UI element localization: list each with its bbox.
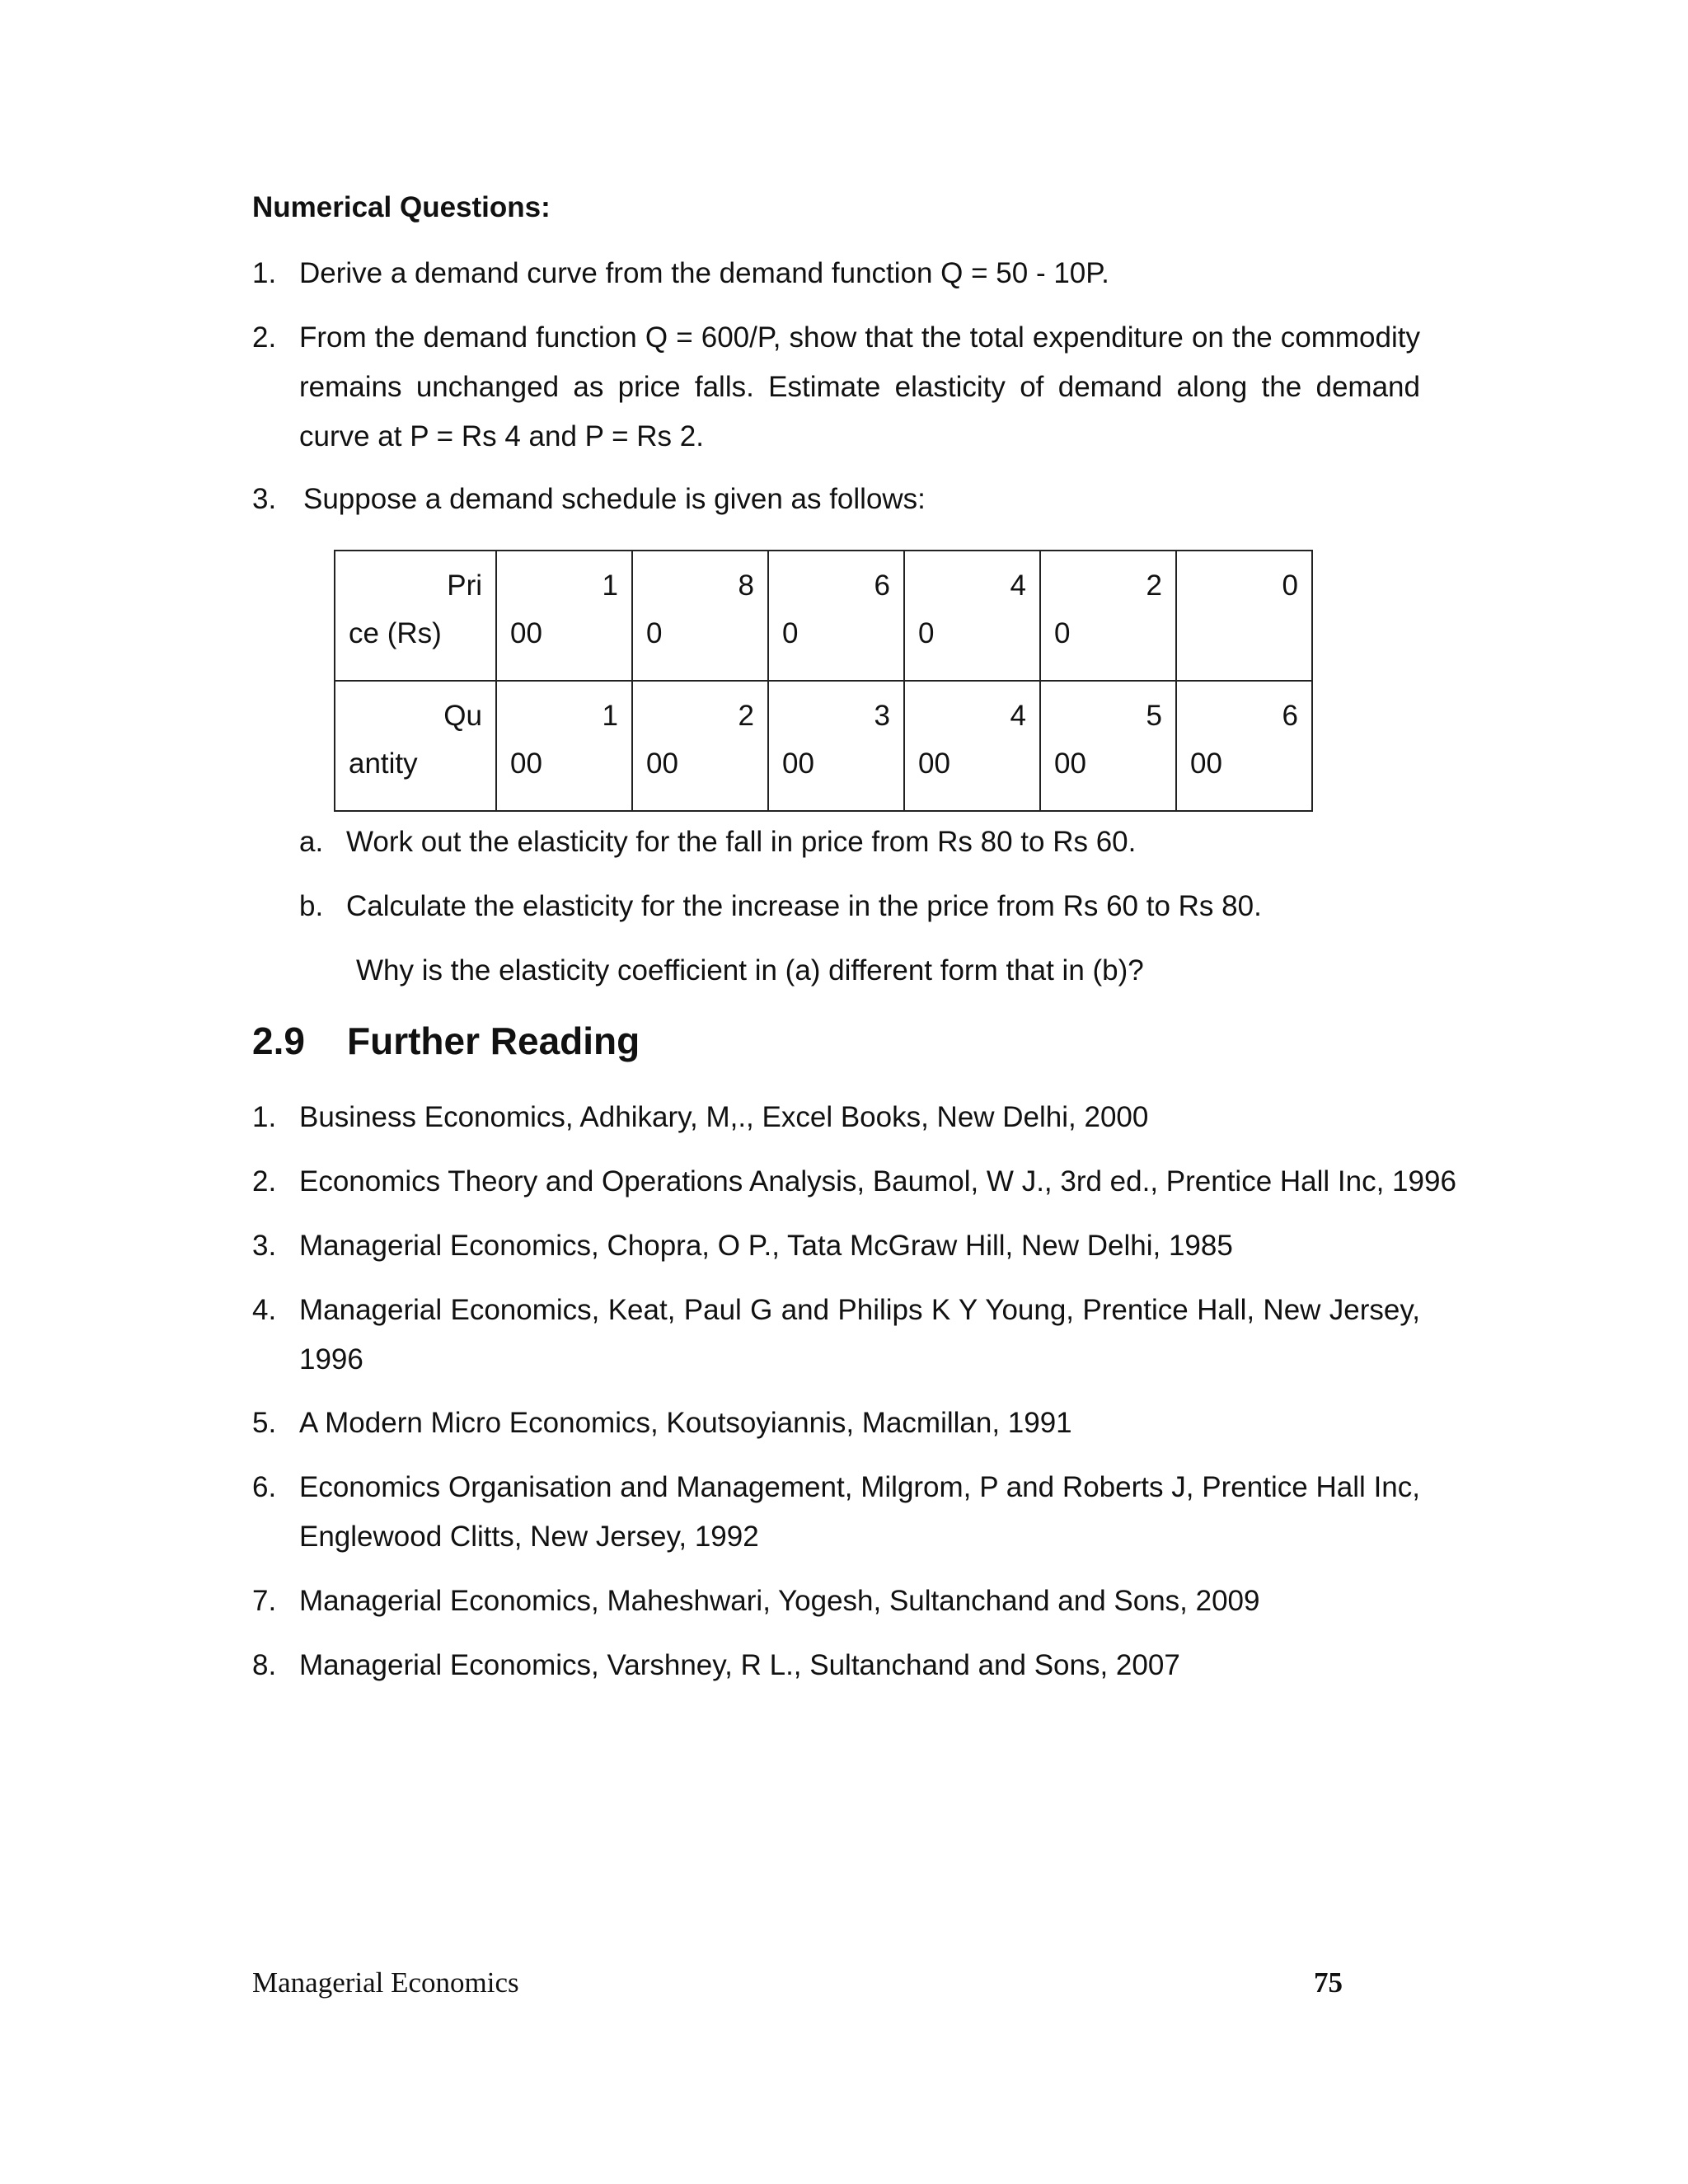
cell-label-top: Qu (443, 700, 482, 732)
reading-item-1-number: 1. (252, 1101, 277, 1133)
cell-value-bottom: 00 (918, 748, 950, 780)
reading-item-2-text: Economics Theory and Operations Analysis, Baumol, W J., 3rd ed., Prentice Hall Inc, 1996 (299, 1165, 1456, 1197)
reading-item-4-text: Managerial Economics, Keat, Paul G and Philips K Y Young, Prentice Hall, New Jersey, 1996 (299, 1294, 1420, 1376)
table-cell (1040, 551, 1176, 681)
reading-item-8-number: 8. (252, 1649, 277, 1681)
cell-value-top: 8 (738, 569, 754, 602)
reading-item-8-text: Managerial Economics, Varshney, R L., Sultanchand and Sons, 2007 (299, 1649, 1180, 1681)
table-cell (496, 681, 632, 811)
cell-label-top: Pri (447, 569, 482, 602)
cell-value-top: 2 (1146, 569, 1162, 602)
reading-item-7-text: Managerial Economics, Maheshwari, Yogesh, Sultanchand and Sons, 2009 (299, 1585, 1260, 1617)
cell-value-top: 5 (1146, 700, 1162, 732)
cell-value-bottom: 00 (646, 748, 678, 780)
subquestion-a-label: a. (299, 826, 324, 858)
footer-title: Managerial Economics (252, 1966, 519, 1999)
cell-value-bottom: 00 (510, 617, 542, 649)
question-1-number: 1. (252, 257, 277, 289)
reading-item-5-text: A Modern Micro Economics, Koutsoyiannis, Macmillan, 1991 (299, 1407, 1072, 1439)
cell-value-bottom: 00 (510, 748, 542, 780)
table-cell (768, 551, 904, 681)
cell-value-bottom: 0 (646, 617, 663, 649)
question-3-number: 3. (252, 483, 277, 515)
table-row-price (335, 551, 1312, 681)
subquestion-a-text: Work out the elasticity for the fall in price from Rs 80 to Rs 60. (346, 826, 1137, 858)
reading-item-4-number: 4. (252, 1294, 277, 1326)
table-cell (496, 551, 632, 681)
cell-label-bottom: ce (Rs) (349, 617, 442, 649)
table-cell-price-label (335, 551, 496, 681)
reading-item-7-number: 7. (252, 1585, 277, 1617)
table-cell (632, 681, 768, 811)
cell-value-bottom: 0 (782, 617, 799, 649)
reading-item-1-text: Business Economics, Adhikary, M,., Excel Books, New Delhi, 2000 (299, 1101, 1149, 1133)
table-cell (1176, 681, 1312, 811)
cell-value-top: 4 (1010, 569, 1026, 602)
cell-value-top: 6 (874, 569, 890, 602)
question-3-text: Suppose a demand schedule is given as follows: (303, 483, 926, 515)
question-2-number: 2. (252, 321, 277, 354)
table-row-quantity (335, 681, 1312, 811)
table-cell (768, 681, 904, 811)
cell-value-bottom: 00 (782, 748, 814, 780)
reading-item-6-number: 6. (252, 1471, 277, 1503)
subquestion-why-text: Why is the elasticity coefficient in (a) different form that in (b)? (356, 954, 1144, 987)
reading-item-2-number: 2. (252, 1165, 277, 1197)
question-2-text: From the demand function Q = 600/P, show that the total expenditure on the commodity remains unchanged as price falls. Estimate elasticity of demand along the demand curve at P = Rs 4 and P = Rs 2. (299, 321, 1420, 452)
cell-value-top: 1 (602, 569, 618, 602)
section-number: 2.9 (252, 1019, 305, 1062)
table-cell (1176, 551, 1312, 681)
table-cell (904, 681, 1040, 811)
cell-value-top: 6 (1282, 700, 1298, 732)
page-number: 75 (1314, 1966, 1343, 1999)
cell-value-bottom: 0 (918, 617, 935, 649)
subquestion-b-label: b. (299, 890, 324, 922)
reading-item-6-text: Economics Organisation and Management, Milgrom, P and Roberts J, Prentice Hall Inc, Englewood Clitts, New Jersey, 1992 (299, 1471, 1420, 1553)
cell-value-top: 0 (1282, 569, 1298, 602)
cell-value-bottom: 00 (1190, 748, 1222, 780)
reading-item-3-number: 3. (252, 1230, 277, 1262)
section-title: Further Reading (347, 1019, 640, 1062)
reading-item-5-number: 5. (252, 1407, 277, 1439)
table-cell (904, 551, 1040, 681)
cell-value-bottom: 00 (1054, 748, 1086, 780)
numerical-questions-heading: Numerical Questions: (252, 191, 551, 223)
subquestion-b-text: Calculate the elasticity for the increase in the price from Rs 60 to Rs 80. (346, 890, 1262, 922)
cell-value-top: 2 (738, 700, 754, 732)
table-cell (1040, 681, 1176, 811)
cell-label-bottom: antity (349, 748, 418, 780)
reading-item-3-text: Managerial Economics, Chopra, O P., Tata McGraw Hill, New Delhi, 1985 (299, 1230, 1233, 1262)
cell-value-top: 3 (874, 700, 890, 732)
cell-value-bottom: 0 (1054, 617, 1071, 649)
question-1-text: Derive a demand curve from the demand function Q = 50 - 10P. (299, 257, 1109, 289)
table-cell (632, 551, 768, 681)
cell-value-top: 4 (1010, 700, 1026, 732)
table-cell-quantity-label (335, 681, 496, 811)
cell-value-top: 1 (602, 700, 618, 732)
demand-schedule-table (334, 550, 1313, 812)
